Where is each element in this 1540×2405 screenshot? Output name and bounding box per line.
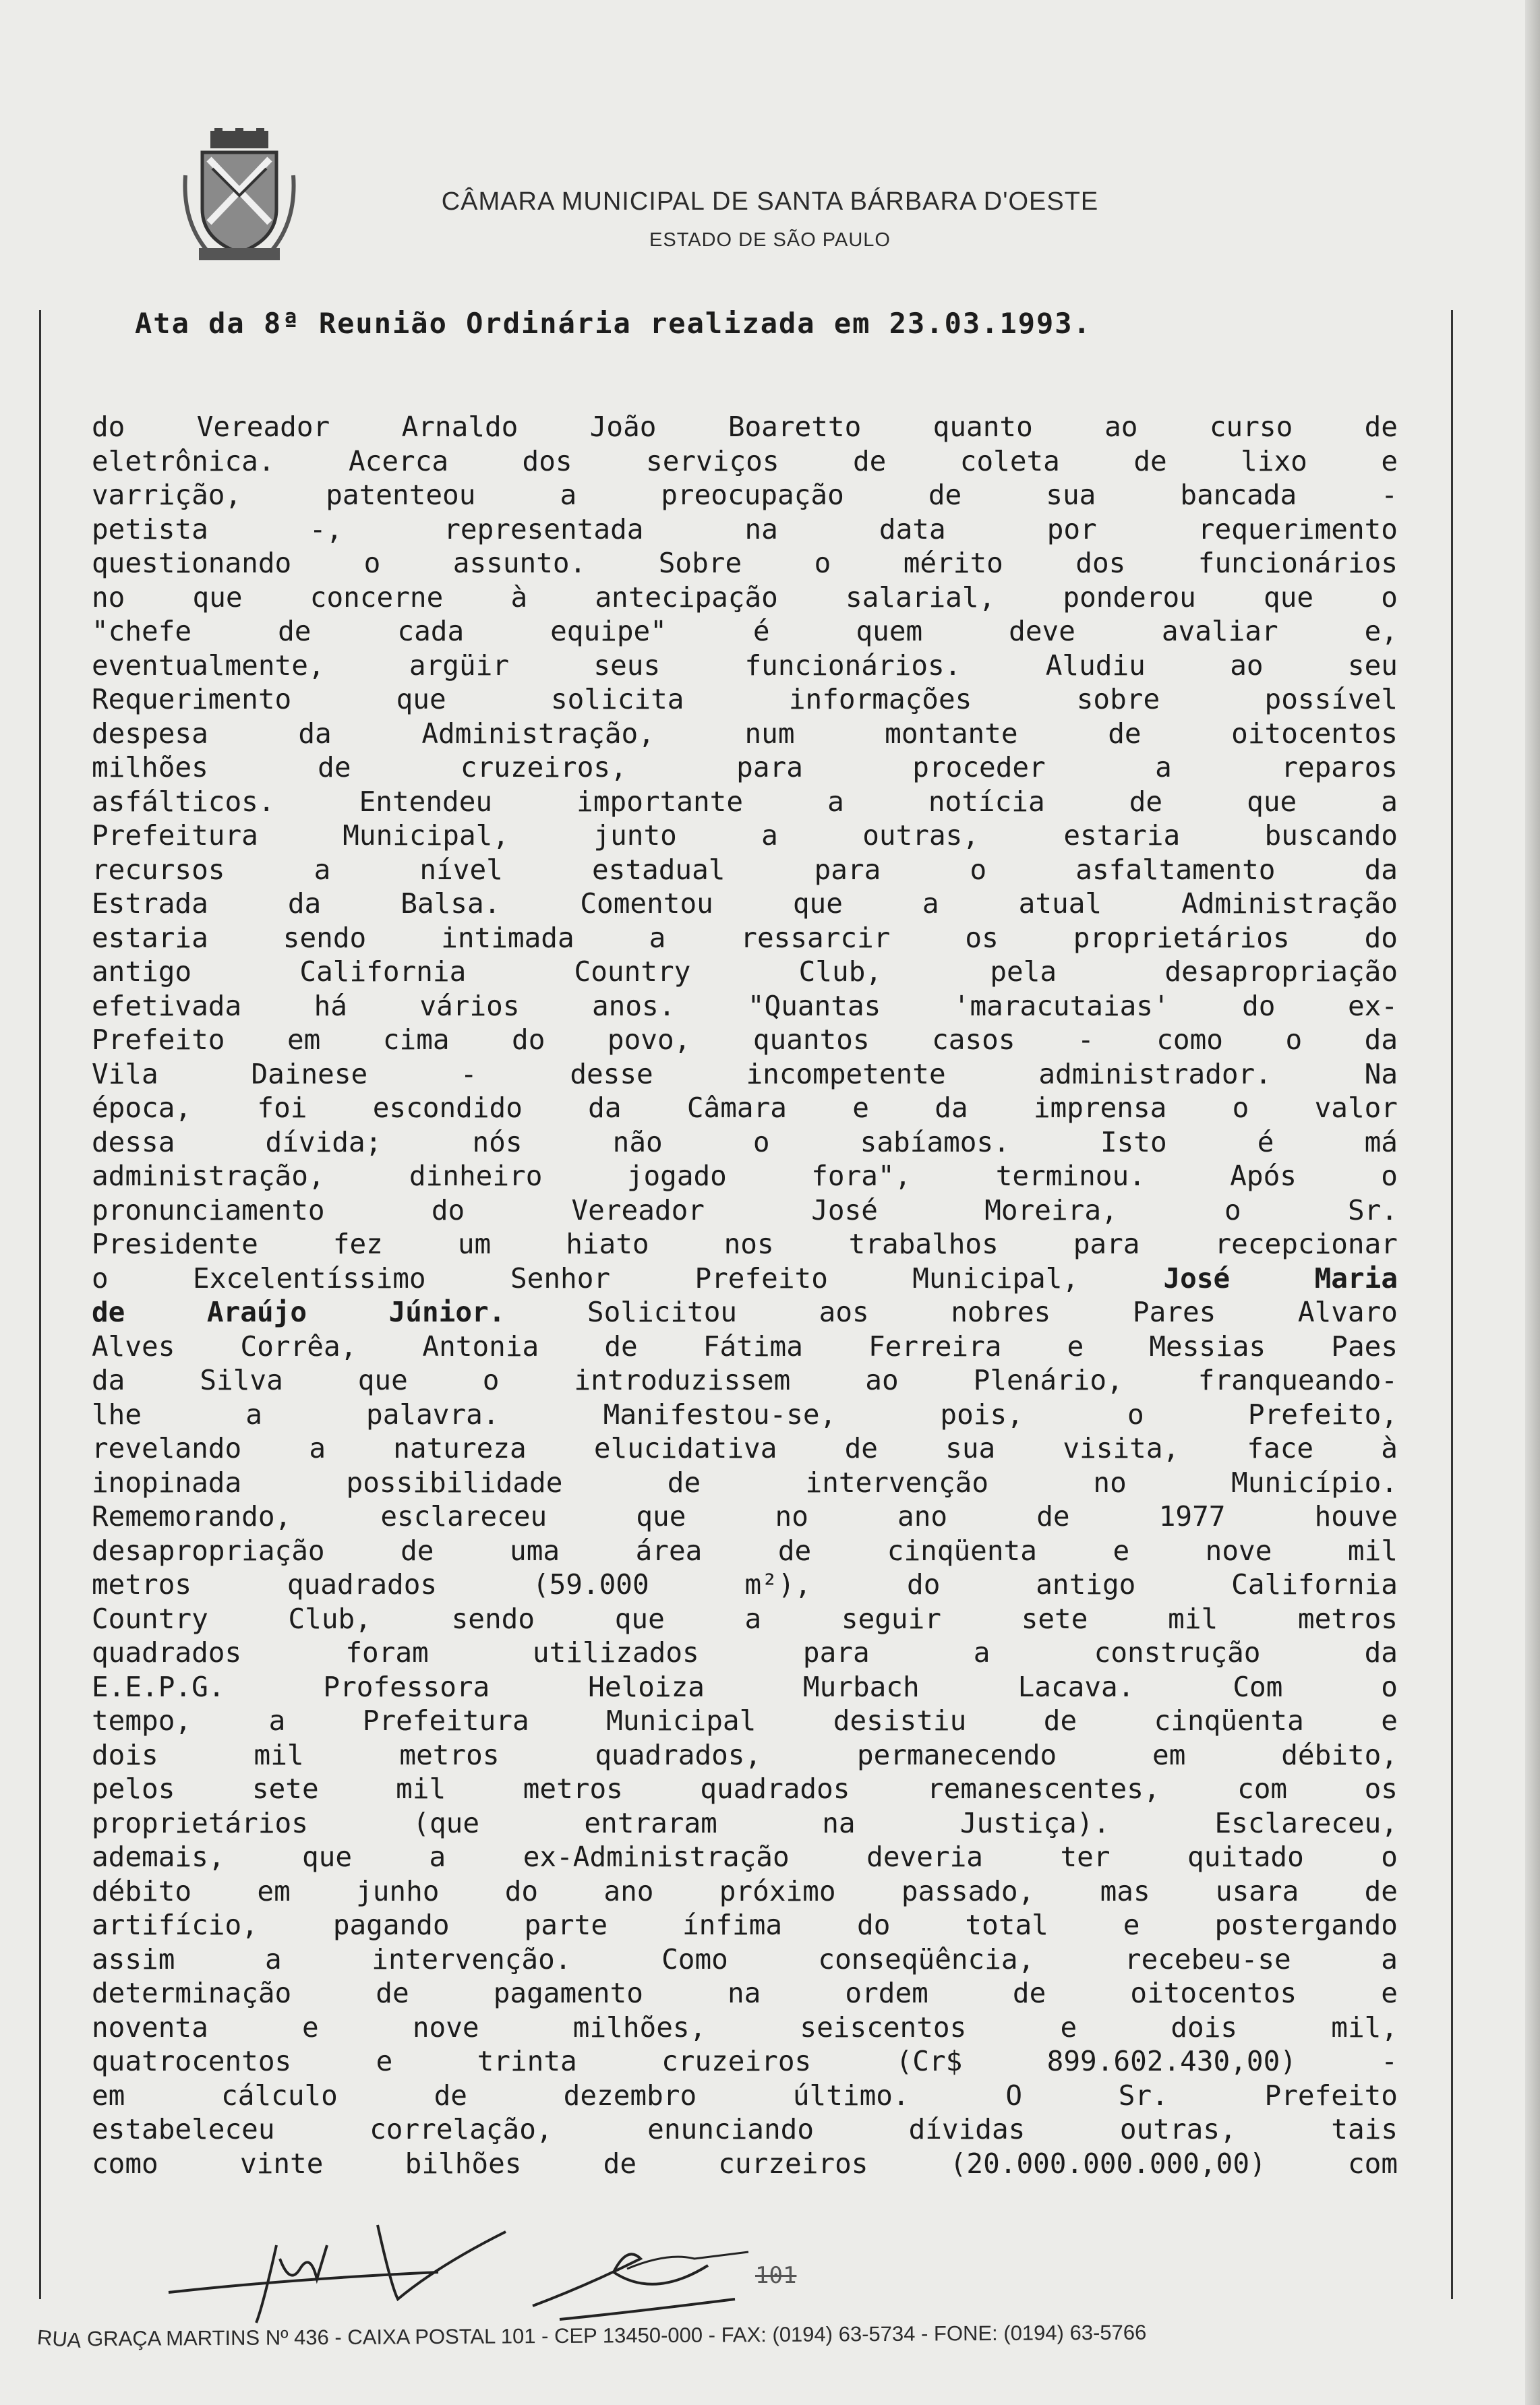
text-line: como vinte bilhões de curzeiros (20.000.000.000,00) com xyxy=(92,2147,1398,2180)
text-line: varrição, patenteou a preocupação de sua bancada - xyxy=(92,479,1398,511)
page-edge-shadow xyxy=(1525,0,1540,2405)
text-line: milhões de cruzeiros, para proceder a reparos xyxy=(92,751,1398,783)
line-plain-part: Solicitou aos nobres Pares Alvaro xyxy=(505,1296,1398,1328)
state-name: ESTADO DE SÃO PAULO xyxy=(649,229,891,251)
right-margin-rule xyxy=(1451,310,1453,2299)
text-line: pelos sete mil metros quadrados remanescentes, com os xyxy=(92,1773,1398,1805)
minutes-title: Ata da 8ª Reunião Ordinária realizada em 23.03.1993. xyxy=(135,307,1092,340)
text-line: dois mil metros quadrados, permanecendo em débito, xyxy=(92,1738,1398,1771)
text-line: "chefe de cada equipe" é quem deve avaliar e, xyxy=(92,615,1398,647)
text-line: Vila Dainese - desse incompetente administrador. Na xyxy=(92,1057,1398,1090)
text-line: lhe a palavra. Manifestou-se, pois, o Prefeito, xyxy=(92,1398,1398,1431)
text-line-with-bold xyxy=(92,1261,1398,1296)
text-line: Alves Corrêa, Antonia de Fátima Ferreira e Messias Paes xyxy=(92,1330,1398,1363)
text-line: Requerimento que solicita informações sobre possível xyxy=(92,683,1398,715)
text-line: da Silva que o introduzissem ao Plenário, franqueando- xyxy=(92,1364,1398,1396)
text-line: proprietários (que entraram na Justiça). Esclareceu, xyxy=(92,1806,1398,1839)
text-line: Prefeito em cima do povo, quantos casos - como o da xyxy=(92,1023,1398,1056)
text-line: débito em junho do ano próximo passado, mas usara de xyxy=(92,1874,1398,1907)
text-line-with-bold xyxy=(92,1295,1398,1330)
text-line: no que concerne à antecipação salarial, ponderou que o xyxy=(92,581,1398,614)
text-line: do Vereador Arnaldo João Boaretto quanto ao curso de xyxy=(92,411,1398,443)
text-line: tempo, a Prefeitura Municipal desistiu de cinqüenta e xyxy=(92,1704,1398,1737)
text-line: eventualmente, argüir seus funcionários. Aludiu ao seu xyxy=(92,649,1398,682)
text-line: Presidente fez um hiato nos trabalhos para recepcionar xyxy=(92,1228,1398,1260)
mayor-name-bold: José Maria xyxy=(1163,1261,1398,1295)
footer-address-text: GRAÇA MARTINS Nº 436 - CAIXA POSTAL 101 - CEP 13450-000 - FAX: (0194) 63-5734 - FONE: (0194) 63-5766 xyxy=(81,2320,1147,2351)
text-line: dessa dívida; nós não o sabíamos. Isto é má xyxy=(92,1125,1398,1158)
text-line: inopinada possibilidade de intervenção no Município. xyxy=(92,1466,1398,1499)
text-line: asfálticos. Entendeu importante a notícia de que a xyxy=(92,785,1398,818)
text-line: administração, dinheiro jogado fora", terminou. Após o xyxy=(92,1160,1398,1192)
line-plain-part: o Excelentíssimo Senhor Prefeito Municipal, xyxy=(92,1261,1164,1295)
text-line: antigo California Country Club, pela desapropriação xyxy=(92,955,1398,988)
text-line: pronunciamento do Vereador José Moreira, o Sr. xyxy=(92,1193,1398,1226)
text-line: desapropriação de uma área de cinqüenta e nove mil xyxy=(92,1534,1398,1567)
text-line: determinação de pagamento na ordem de oitocentos e xyxy=(92,1977,1398,2009)
text-line: Prefeitura Municipal, junto a outras, estaria buscando xyxy=(92,819,1398,852)
text-line: petista -, representada na data por requerimento xyxy=(92,512,1398,545)
text-line: assim a intervenção. Como conseqüência, recebeu-se a xyxy=(92,1942,1398,1976)
footer-street-prefix: RUA xyxy=(36,2325,82,2353)
text-line: metros quadrados (59.000 m²), do antigo California xyxy=(92,1568,1398,1601)
text-line: Estrada da Balsa. Comentou que a atual Administração xyxy=(92,887,1398,920)
text-line: estabeleceu correlação, enunciando dívidas outras, tais xyxy=(92,2113,1398,2145)
text-line: questionando o assunto. Sobre o mérito dos funcionários xyxy=(92,547,1398,579)
institution-name: CÂMARA MUNICIPAL DE SANTA BÁRBARA D'OESTE xyxy=(441,187,1099,216)
minutes-body xyxy=(92,410,1398,2180)
text-line: em cálculo de dezembro último. O Sr. Prefeito xyxy=(92,2079,1398,2112)
left-margin-rule xyxy=(39,310,41,2299)
text-line: recursos a nível estadual para o asfaltamento da xyxy=(92,853,1398,886)
text-line: revelando a natureza elucidativa de sua visita, face à xyxy=(92,1432,1398,1464)
text-line: despesa da Administração, num montante de oitocentos xyxy=(92,717,1398,750)
text-line: eletrônica. Acerca dos serviços de coleta de lixo e xyxy=(92,444,1398,477)
page-number: 101 xyxy=(755,2262,797,2289)
text-line: quatrocentos e trinta cruzeiros (Cr$ 899.602.430,00) - xyxy=(92,2045,1398,2077)
text-line: Country Club, sendo que a seguir sete mil metros xyxy=(92,1602,1398,1635)
text-line: artifício, pagando parte ínfima do total e postergando xyxy=(92,1909,1398,1941)
text-line: Rememorando, esclareceu que no ano de 1977 houve xyxy=(92,1500,1398,1533)
text-line: época, foi escondido da Câmara e da imprensa o valor xyxy=(92,1092,1398,1124)
text-line: E.E.P.G. Professora Heloiza Murbach Lacava. Com o xyxy=(92,1670,1398,1703)
text-line: ademais, que a ex-Administração deveria ter quitado o xyxy=(92,1841,1398,1873)
text-line: efetivada há vários anos. "Quantas 'maracutaias' do ex- xyxy=(92,989,1398,1022)
text-line: estaria sendo intimada a ressarcir os proprietários do xyxy=(92,921,1398,954)
mayor-surname-bold: de Araújo Júnior. xyxy=(92,1296,506,1328)
text-line: quadrados foram utilizados para a construção da xyxy=(92,1636,1398,1669)
text-line: noventa e nove milhões, seiscentos e dois mil, xyxy=(92,2011,1398,2044)
